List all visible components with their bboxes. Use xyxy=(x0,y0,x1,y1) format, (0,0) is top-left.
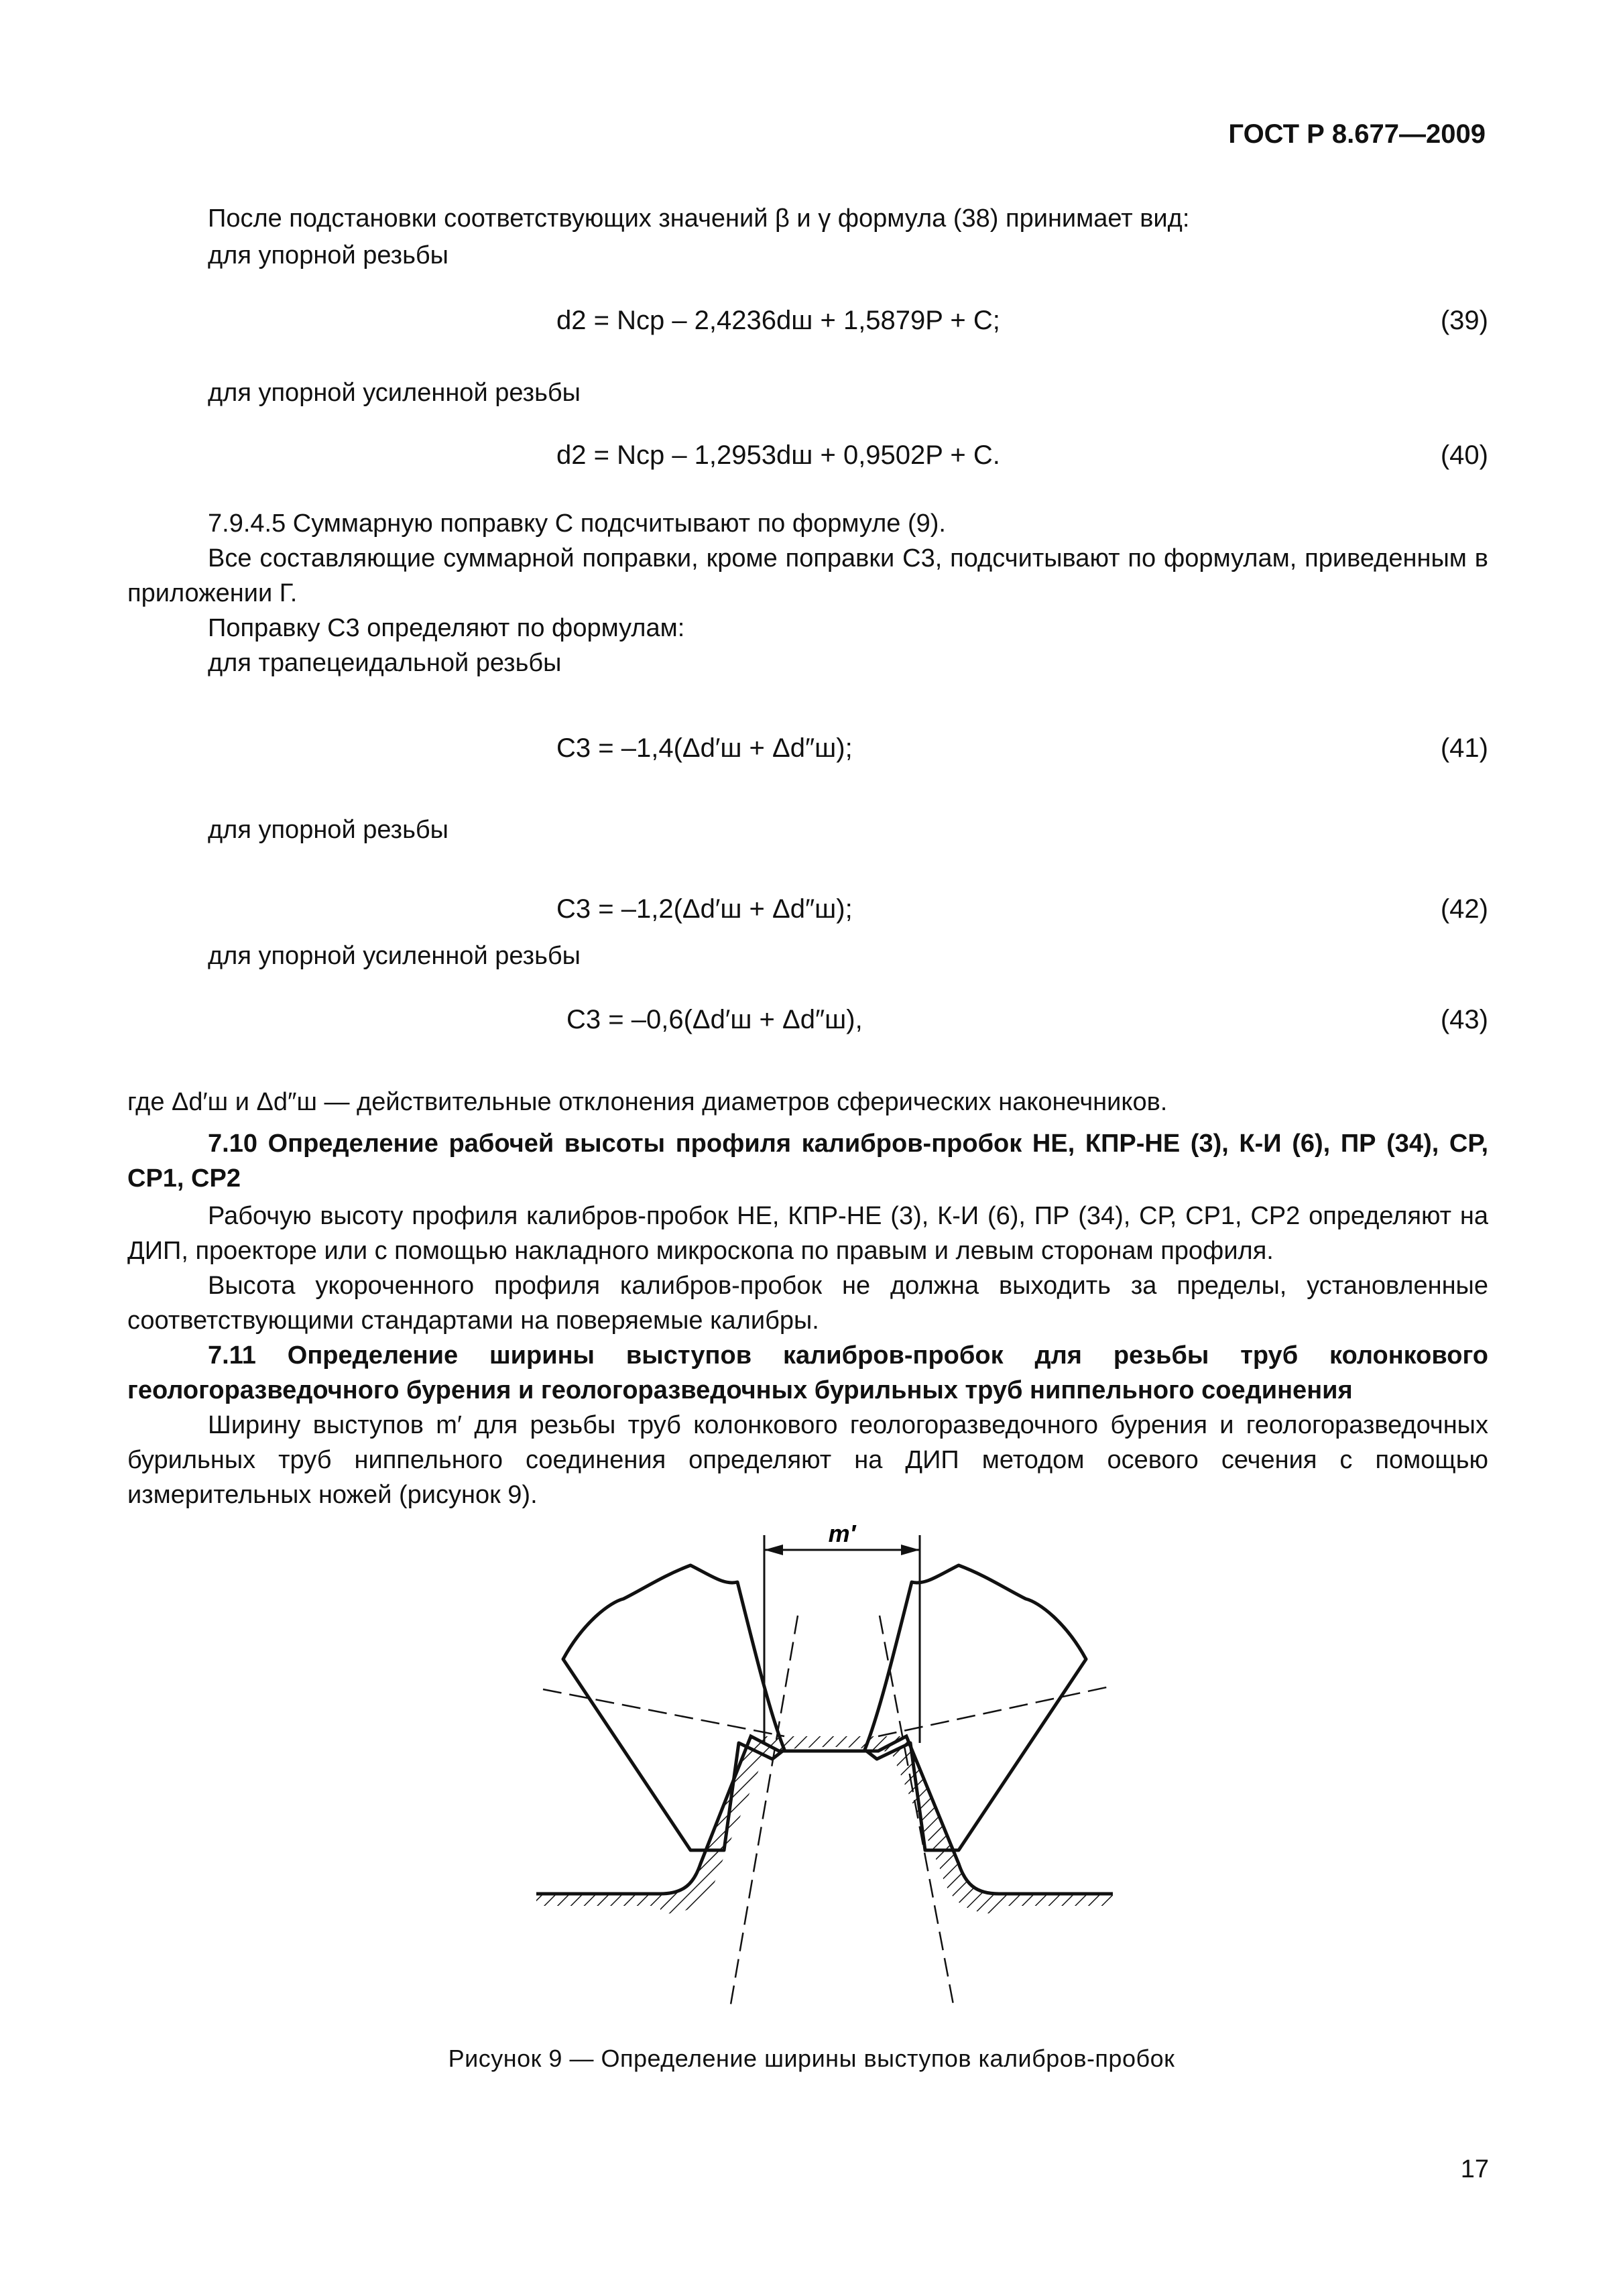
section-7-9-4-5-p3: Поправку C3 определяют по формулам: xyxy=(208,614,685,642)
label-reinforced-thrust-2: для упорной усиленной резьбы xyxy=(208,942,581,970)
equation-42-number: (42) xyxy=(1440,894,1488,924)
section-7-11-heading: 7.11 Определение ширины выступов калибров-пробок для резьбы труб колонкового геологоразведочного бурения и геологоразведочных бурильных труб ниппельного соединения xyxy=(127,1341,1488,1404)
equation-39-number: (39) xyxy=(1440,306,1488,335)
equation-42 xyxy=(127,892,1488,932)
where-line: где Δd′ш и Δd″ш — действительные отклонения диаметров сферических наконечников. xyxy=(127,1088,1168,1116)
thread-profile xyxy=(536,1736,1113,1894)
equation-41-number: (41) xyxy=(1440,733,1488,763)
equation-43-formula: C3 = –0,6(Δd′ш + Δd″ш), xyxy=(566,1005,863,1034)
label-thrust-thread: для упорной резьбы xyxy=(208,816,448,844)
figure-9-diagram xyxy=(530,1522,1120,2031)
equation-40-formula: d2 = Nср – 1,2953dш + 0,9502P + C. xyxy=(556,440,1000,470)
section-7-9-4-5-p1: 7.9.4.5 Суммарную поправку C подсчитывают по формуле (9). xyxy=(208,509,946,538)
axis-lines xyxy=(543,1616,1113,2004)
dimension-label-m: m′ xyxy=(828,1522,856,1547)
equation-41 xyxy=(127,731,1488,771)
equation-39 xyxy=(127,303,1488,343)
equation-42-formula: C3 = –1,2(Δd′ш + Δd″ш); xyxy=(556,894,853,924)
left-measuring-knife xyxy=(563,1565,784,1850)
section-7-9-4-5-p2: Все составляющие суммарной поправки, кроме поправки C3, подсчитывают по формулам, приведенным в приложении Г. xyxy=(127,544,1488,607)
equation-41-formula: C3 = –1,4(Δd′ш + Δd″ш); xyxy=(556,733,853,763)
section-7-9-4-5-p4: для трапецеидальной резьбы xyxy=(208,649,562,677)
section-7-10-heading: 7.10 Определение рабочей высоты профиля калибров-пробок НЕ, КПР-НЕ (3), К-И (6), ПР (34), СР, СР1, СР2 xyxy=(127,1130,1488,1193)
profile-hatching-right xyxy=(892,1736,999,1914)
right-measuring-knife xyxy=(865,1565,1086,1850)
section-7-10-p2: Высота укороченного профиля калибров-пробок не должна выходить за пределы, установленные соответствующими стандартами на поверяемые калибры. xyxy=(127,1272,1488,1335)
equation-43 xyxy=(127,1002,1488,1042)
page-number: 17 xyxy=(1460,2155,1489,2183)
equation-40-number: (40) xyxy=(1440,440,1488,470)
figure-9-caption: Рисунок 9 — Определение ширины выступов калибров-пробок xyxy=(448,2045,1175,2072)
label-reinforced-thrust-1: для упорной усиленной резьбы xyxy=(208,379,581,407)
base-hatching-left xyxy=(536,1894,660,1906)
dimension-m xyxy=(764,1522,920,1743)
intro-line-1: После подстановки соответствующих значений β и γ формула (38) принимает вид: xyxy=(208,204,1190,233)
equation-43-number: (43) xyxy=(1440,1005,1488,1034)
base-hatching-right xyxy=(999,1894,1113,1906)
intro-line-2: для упорной резьбы xyxy=(208,241,448,269)
section-7-10-p1: Рабочую высоту профиля калибров-пробок НЕ, КПР-НЕ (3), К-И (6), ПР (34), СР, СР1, СР2 определяют на ДИП, проекторе или с помощью накладного микроскопа по правым и левым сторонам профиля. xyxy=(127,1202,1488,1265)
profile-hatching-left xyxy=(660,1736,766,1914)
document-code: ГОСТ Р 8.677—2009 xyxy=(1228,119,1486,149)
section-7-11-p1: Ширину выступов m′ для резьбы труб колонкового геологоразведочного бурения и геологоразведочных бурильных труб ниппельного соединения определяют на ДИП методом осевого сечения с помощью измерительных ножей (рисунок 9). xyxy=(127,1411,1488,1509)
equation-40 xyxy=(127,438,1488,478)
equation-39-formula: d2 = Nср – 2,4236dш + 1,5879P + C; xyxy=(556,306,1000,335)
